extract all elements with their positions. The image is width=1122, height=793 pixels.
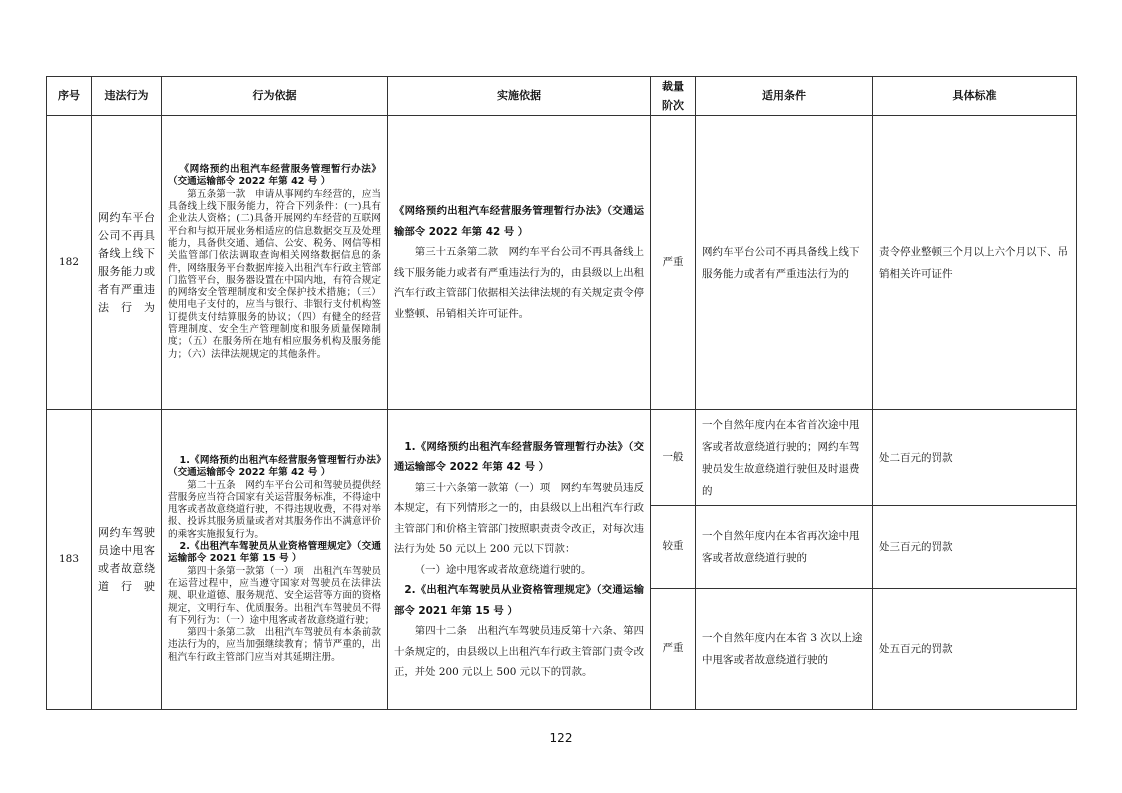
header-row <box>47 77 1077 116</box>
header-level <box>651 77 696 116</box>
row-standard: 处五百元的罚款 <box>873 589 1077 710</box>
header-seq: 序号 <box>47 77 92 116</box>
impl-title: 《网络预约出租汽车经营服务管理暂行办法》（交通运输部令 2022 年第 42 号 ） <box>394 205 644 238</box>
row-condition: 一个自然年度内在本省首次途中甩客或者故意绕道行驶的；网约车驾驶员发生故意绕道行驶但及时退费的 <box>696 410 873 506</box>
basis-title-2: 2.《出租汽车驾驶员从业资格管理规定》（交通运输部令 2021 年第 15 号 ） <box>168 541 381 565</box>
header-basis: 行为依据 <box>162 77 388 116</box>
row-seq: 183 <box>47 410 92 710</box>
row-condition: 一个自然年度内在本省 3 次以上途中甩客或者故意绕道行驶的 <box>696 589 873 710</box>
basis-title-1: 1.《网络预约出租汽车经营服务管理暂行办法》（交通运输部令 2022 年第 42 号 ） <box>168 454 381 479</box>
impl-text: 第三十五条第二款 网约车平台公司不再具备线上线下服务能力或者有严重违法行为的，由县级以上出租汽车行政主管部门依据相关法律法规的有关规定责令停业整顿、吊销相关许可证件。 <box>394 246 644 320</box>
row-standard: 责令停业整顿三个月以上六个月以下、吊销相关许可证件 <box>873 116 1077 410</box>
header-violation: 违法行为 <box>92 77 162 116</box>
row-level: 一般 <box>651 410 696 506</box>
row-seq: 182 <box>47 116 92 410</box>
basis-title: 《网络预约出租汽车经营服务管理暂行办法》（交通运输部令 2022 年第 42 号 ） <box>168 164 381 188</box>
row-standard: 处二百元的罚款 <box>873 410 1077 506</box>
row-implementation <box>388 410 651 710</box>
impl-text-2: 第四十二条 出租汽车驾驶员违反第十六条、第四十条规定的，由县级以上出租汽车行政主管部门责令改正，并处 200 元以上 500 元以下的罚款。 <box>394 625 644 678</box>
row-basis <box>162 410 388 710</box>
table-row-182 <box>47 116 1077 410</box>
row-basis <box>162 116 388 410</box>
basis-text-1: 第二十五条 网约车平台公司和驾驶员提供经营服务应当符合国家有关运营服务标准，不得途中甩客或者故意绕道行驶，不得违规收费，不得对举报、投诉其服务质量或者对其服务作出不满意评价的乘客实施报复行为。 <box>168 479 381 540</box>
row-condition: 网约车平台公司不再具备线上线下服务能力或者有严重违法行为的 <box>696 116 873 410</box>
page-number: 122 <box>549 731 573 745</box>
header-standard: 具体标准 <box>873 77 1077 116</box>
basis-text-3: 第四十条第二款 出租汽车驾驶员有本条前款违法行为的，应当加强继续教育；情节严重的，出租汽车行政主管部门应当对其延期注册。 <box>168 627 381 663</box>
header-condition: 适用条件 <box>696 77 873 116</box>
row-implementation <box>388 116 651 410</box>
row-violation: 网约车平台公司不再具备线上线下服务能力或者有严重违法行为 <box>92 116 162 410</box>
impl-title-1: 1.《网络预约出租汽车经营服务管理暂行办法》（交通运输部令 2022 年第 42 号 ） <box>394 440 644 473</box>
row-level: 严重 <box>651 589 696 710</box>
header-level-text: 裁量阶次 <box>662 80 684 112</box>
row-level: 严重 <box>651 116 696 410</box>
impl-title-2: 2.《出租汽车驾驶员从业资格管理规定》（交通运输部令 2021 年第 15 号 ） <box>394 584 644 617</box>
basis-text: 第五条第一款 申请从事网约车经营的，应当具备线上线下服务能力，符合下列条件：(一)具有企业法人资格；(二)具备开展网约车经营的互联网平台和与拟开展业务相适应的信息数据交互及处理能力，具备供交通、通信、公安、税务、网信等相关监管部门依法调取查询相关网络数据信息的条件，网络服务平台数据库接入出租汽车行政主管部门监管平台，服务器设置在中国内地，有符合规定的网络安全管理制度和安全保护技术措施；（三）使用电子支付的，应当与银行、非银行支付机构签订提供支付结算服务的协议；（四）有健全的经营管理制度、安全生产管理制度和服务质量保障制度；（五）在服务所在地有相应服务机构及服务能力；（六）法律法规规定的其他条件。 <box>168 188 381 360</box>
row-standard: 处三百元的罚款 <box>873 506 1077 589</box>
impl-text-1b: （一）途中甩客或者故意绕道行驶的。 <box>414 563 592 576</box>
row-level: 较重 <box>651 506 696 589</box>
row-condition: 一个自然年度内在本省再次途中甩客或者故意绕道行驶的 <box>696 506 873 589</box>
header-implementation: 实施依据 <box>388 77 651 116</box>
table-row-183 <box>47 410 1077 506</box>
regulation-table <box>46 76 1077 710</box>
basis-text-2: 第四十条第一款第（一）项 出租汽车驾驶员在运营过程中，应当遵守国家对驾驶员在法律法规、职业道德、服务规范、安全运营等方面的资格规定，文明行车、优质服务。出租汽车驾驶员不得有下列行为：（一）途中甩客或者故意绕道行驶； <box>168 565 381 626</box>
row-violation: 网约车驾驶员途中甩客或者故意绕道行驶 <box>92 410 162 710</box>
impl-text-1: 第三十六条第一款第（一）项 网约车驾驶员违反本规定，有下列情形之一的，由县级以上出租汽车行政主管部门和价格主管部门按照职责责令改正，对每次违法行为处 50 元以上 200 元以下罚款： <box>394 481 644 555</box>
